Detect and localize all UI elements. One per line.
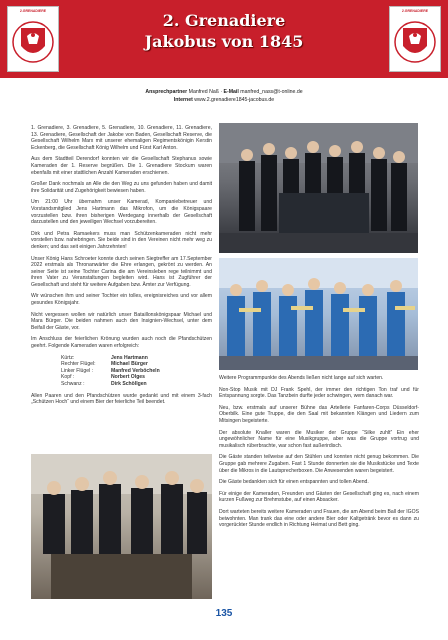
- page-number: 135: [215, 608, 233, 619]
- photo-royal-couples: [219, 123, 418, 253]
- contact-info: [100, 88, 348, 104]
- article-paragraph: Allen Paaren und den Pfandschützen wurde gedankt und mit einem 3-fach „Schützen Hoch“ und einem Bier der feierliche Teil beendet.: [31, 392, 212, 406]
- company-crest-left: [7, 6, 59, 72]
- marksman-name: Norbert Olges: [111, 374, 145, 381]
- marksman-name: Manfred Verböcheln: [111, 367, 160, 374]
- contact-person-label: Ansprechpartner: [145, 89, 188, 95]
- internet-label: Internet: [173, 97, 193, 103]
- article-paragraph: Für einige der Kameraden, Freunden und Gästen der Gesellschaft ging es, nach einem kurzen Fußweg zur Brehmstube, auf einen Absacker.: [219, 490, 419, 504]
- photo-fanfare-corps: [219, 258, 418, 370]
- article-paragraph: Die Gäste standen teilweise auf den Stühlen und konnten nicht genug bekommen. Die Gruppe gab mehrere Zugaben. Fast 1 Stunde donnerten sie die Musikstücke und Texte über die Mikros in die Lautsprecherboxen. Die Anwesenden waren begeistert.: [219, 454, 419, 474]
- article-paragraph: Dirk und Petra Ramaekers muss man Schützenkameraden nicht mehr vorstellen bzw. nahebringen. Sie beide sind in den Vereinen nicht mehr weg zu denken; und das seit einigen Jahrzehnten!: [31, 230, 212, 250]
- marksman-role: Linker Flügel :: [61, 367, 93, 374]
- article-paragraph: Wir wünschen ihm und seiner Tochter ein tolles, ereignisreiches und vor allem gesundes Königsjahr.: [31, 293, 212, 307]
- marksman-name: Michael Bürger: [111, 361, 148, 368]
- crest-caption: 2.GRENADIERE: [19, 9, 47, 13]
- left-article-column: [31, 125, 212, 411]
- contact-person-name: Manfred Naß: [188, 89, 219, 95]
- header-banner: [0, 0, 448, 78]
- email-label: E-Mail: [223, 89, 239, 95]
- photo-guests-seated: [31, 454, 212, 599]
- title-line-1: 2. Grenadiere: [162, 11, 286, 30]
- marksman-row: [61, 381, 212, 388]
- band-photo-image: [219, 258, 418, 370]
- group-photo-image: [219, 123, 418, 253]
- marksman-role: Rechter Flügel:: [61, 361, 96, 368]
- article-paragraph: Non-Stop Musik mit DJ Frank Spehl, der immer den richtigen Ton traf und für Entspannung sorgte. Das Tanzbein durfte jeder schwingen, wem danach war.: [219, 386, 419, 400]
- article-paragraph: Um 21:00 Uhr übernahm unser Kamerad, Kompaniebetreuer und Vorstandsmitglied Jens Hartmann das Mikrofon, um die Königspaare vorzustellen bzw. ihren bisherigen Werdegang innerhalb der Gesellschaft darzustellen und den jeweiligen Wechsel vorzubereiten.: [31, 199, 212, 226]
- page-title: [70, 10, 378, 52]
- internet-value[interactable]: www.2.grenadiere1845-jacobus.de: [194, 97, 275, 103]
- marksman-role: Schwanz :: [61, 381, 85, 387]
- article-paragraph: Neu, bzw. erstmals auf unserer Bühne das Artellerie Fanfaren-Corps Düsseldorf-Oberbilk. Eine gute Truppe, die den Saal mit bekannten Klängen und Liedern zum Mitsingen begeisterte.: [219, 404, 419, 424]
- article-paragraph: Großer Dank nochmals an Alle die den Weg zu uns gefunden haben und damit ihre Solidarität und Zugehörigkeit bewiesen haben.: [31, 181, 212, 194]
- article-paragraph: Unser König Hans Schroeter konnte durch seinen Siegtreffer am 17.September 2022 erstmals als Thronanwärter die Ehre erlangen, gekrönt zu werden. An seiner Seite ist seine Tochter Carina die am Vereinsleben rege teilnimmt und ihren Vater zu Veranstaltungen begleiten wird. Hans ist Zugführer der Gesellschaft und steht für weitere Aufgaben bzw. Ämter zur Verfügung.: [31, 255, 212, 288]
- marksman-row: [61, 368, 212, 375]
- crest-emblem-icon: [11, 14, 55, 70]
- article-paragraph: Aus dem Stadtteil Derendorf konnten wir die Gesellschaft Stephanus sowie Kameraden der 1. Reserve begrüßen. Die 1. Grenadiere Stockum waren ebenfalls mit einer stattlichen Anzahl Kameraden erschienen.: [31, 156, 212, 176]
- contact-line-1: Ansprechpartner Manfred Naß · E-Mail manfred_nass@t-online.de: [145, 89, 303, 95]
- article-paragraph: 1. Grenadiere, 3. Grenadiere, 5. Grenadiere, 10. Grenadiere, 11. Grenadiere, 13. Grenadiere, Gesellschaft der Jakobe von Baden, Gesellschaft Reserve, die Gesellschaft Wilhelm Marx mit unserer ehemaligen Regimentskönigin Kerstin Eckenberg, die Gesellschaft König Wilhelm und Fürst Karl Anton.: [31, 125, 212, 151]
- guests-photo-image: [31, 454, 212, 599]
- article-paragraph: Die Gäste bedankten sich für einen entspannten und tollen Abend.: [219, 479, 369, 486]
- marksman-row: [61, 355, 212, 362]
- article-paragraph: Nicht vergessen wollen wir natürlich unser Bataillonskönigspaar Michael und Mara Bürger. Die beiden nahmen auch den Insignien-Wechsel, unter dem Beifall der Gäste, vor.: [31, 311, 212, 331]
- marksman-name: Dirk Schöllgen: [111, 381, 147, 387]
- article-paragraph: Im Anschluss der feierlichen Krönung wurden auch noch die Pfandschützen geehrt. Folgende Kameraden waren erfolgreich:: [31, 336, 212, 350]
- marksman-role: Kopf :: [61, 374, 75, 381]
- email-value[interactable]: manfred_nass@t-online.de: [240, 89, 303, 95]
- company-crest-right: [389, 6, 441, 72]
- marksman-row: [61, 361, 212, 368]
- marksman-name: Jens Hartmann: [111, 354, 148, 361]
- marksmen-list: [61, 355, 212, 388]
- crest-emblem-icon: [393, 14, 437, 70]
- crest-caption: 2.GRENADIERE: [401, 9, 429, 13]
- article-paragraph: Dort warteten bereits weitere Kameraden und Frauen, die am Abend beim Ball der IGOS beiwohnten. Man trank das eine oder andere Bier oder Kaltgetränk bevor es dann zu vorgerückter Stunde endlich in Richtung Heimat und Bett ging.: [219, 508, 419, 529]
- marksman-role: Kürtz:: [61, 354, 75, 361]
- article-paragraph: Der absolute Knaller waren die Musiker der Gruppe “Silke zuhlt” Ein eher ungewöhnlicher Name für eine Musikgruppe, aber was die Gruppe vortrug und musikalisch rüberbrachte, war schon fast außerirdisch.: [219, 429, 419, 449]
- title-line-2: Jakobus von 1845: [144, 32, 304, 51]
- contact-line-2: [100, 96, 348, 104]
- article-paragraph: Weitere Programmpunkte des Abends ließen nicht lange auf sich warten.: [219, 375, 384, 381]
- right-article-column: [219, 375, 419, 534]
- marksman-row: [61, 374, 212, 381]
